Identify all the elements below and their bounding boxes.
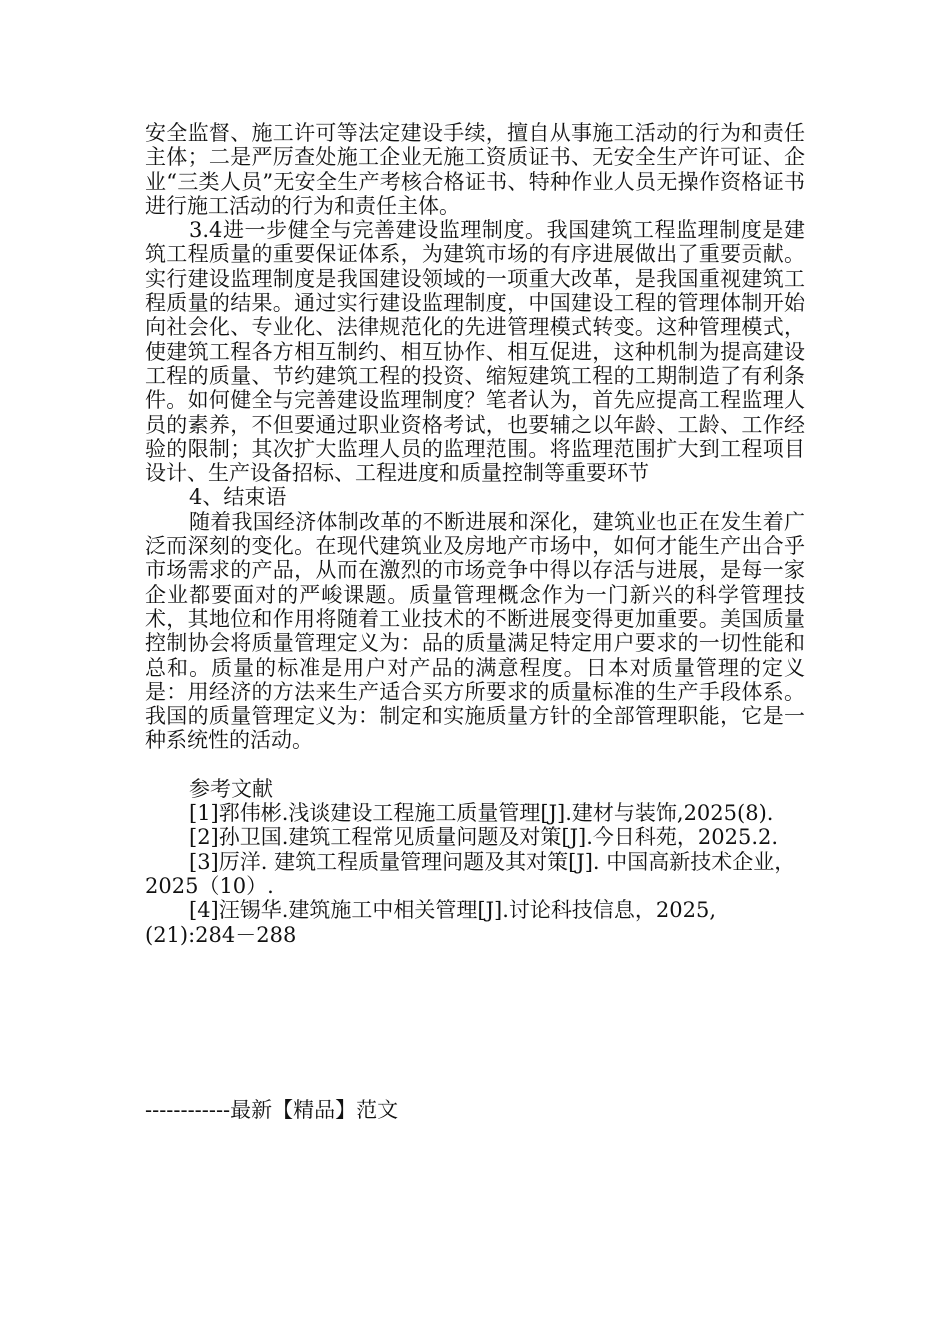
reference-item: [3]厉洋. 建筑工程质量管理问题及其对策[J]. 中国高新技术企业，2025（10）. (145, 849, 796, 898)
reference-item: [4]汪锡华.建筑施工中相关管理[J].讨论科技信息，2025,(21):284－288 (145, 898, 717, 947)
footer-text: ------------最新【精品】范文 (145, 1098, 399, 1122)
paragraph-conclusion: 随着我国经济体制改革的不断进展和深化，建筑业也正在发生着广泛而深刻的变化。在现代建筑业及房地产市场中，如何才能生产出合乎市场需求的产品，从而在激烈的市场竞争中得以存活与进展，是每一家企业都要面对的严峻课题。质量管理概念作为一门新兴的科学管理技术，其地位和作用将随着工业技术的不断进展变得更加重要。美国质量控制协会将质量管理定义为：品的质量满足特定用户要求的一切性能和总和。质量的标准是用户对产品的满意程度。日本对质量管理的定义是：用经济的方法来生产适合买方所要求的质量标准的生产手段体系。我国的质量管理定义为：制定和实施质量方针的全部管理职能，它是一种系统性的活动。 (145, 509, 805, 753)
paragraph-section-3-4: 3.4进一步健全与完善建设监理制度。我国建筑工程监理制度是建筑工程质量的重要保证体系，为建筑市场的有序进展做出了重要贡献。实行建设监理制度是我国建设领域的一项重大改革，是我国重视建筑工程质量的结果。通过实行建设监理制度，中国建设工程的管理体制开始向社会化、专业化、法律规范化的先进管理模式转变。这种管理模式，使建筑工程各方相互制约、相互协作、相互促进，这种机制为提高建设工程的质量、节约建筑工程的投资、缩短建筑工程的工期制造了有利条件。如何健全与完善建设监理制度？笔者认为，首先应提高工程监理人员的素养，不但要通过职业资格考试，也要辅之以年龄、工龄、工作经验的限制；其次扩大监理人员的监理范围。将监理范围扩大到工程项目设计、生产设备招标、工程进度和质量控制等重要环节 (145, 218, 805, 486)
paragraph-continued: 安全监督、施工许可等法定建设手续，擅自从事施工活动的行为和责任主体；二是严厉查处施工企业无施工资质证书、无安全生产许可证、企业“三类人员”无安全生产考核合格证书、特种作业人员无操作资格证书进行施工活动的行为和责任主体。 (145, 121, 805, 218)
reference-item: [2]孙卫国.建筑工程常见质量问题及对策[J].今日科苑，2025.2. (189, 825, 779, 850)
document-page (145, 121, 805, 947)
reference-item: [1]郛伟彬.浅谈建设工程施工质量管理[J].建材与装饰,2025(8). (189, 801, 774, 826)
section-heading-conclusion: 4、结束语 (189, 485, 287, 510)
blank-line (145, 753, 805, 777)
references-title: 参考文献 (189, 776, 273, 801)
